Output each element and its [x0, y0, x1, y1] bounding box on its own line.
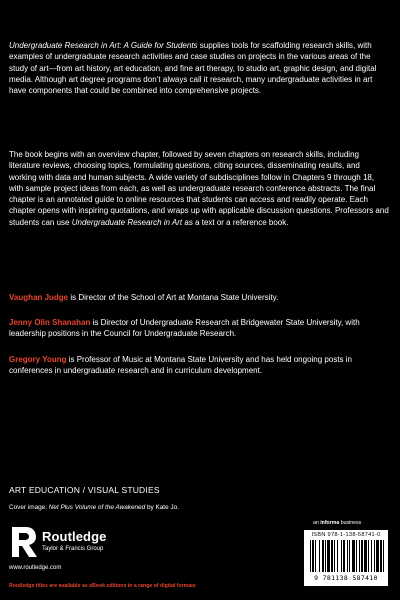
- book-title-italic-inline: Undergraduate Research in Art: [71, 217, 183, 227]
- cover-credit-suffix: by Kate Jo.: [145, 504, 179, 511]
- barcode-number: 9 781138 587410: [314, 574, 378, 582]
- author-bio-2: [9, 317, 389, 340]
- cover-artwork-title: Net Plus Volume of the Awakened: [48, 504, 146, 511]
- description-paragraph-2: [9, 149, 389, 228]
- author-name: Jenny Olin Shanahan: [9, 318, 91, 327]
- informa-suffix: business: [339, 520, 362, 526]
- footer-note: Routledge titles are available as eBook editions in a range of digital formats: [9, 583, 196, 589]
- isbn-barcode: [304, 530, 388, 586]
- author-name: Vaughan Judge: [9, 293, 69, 302]
- publisher-url[interactable]: www.routledge.com: [9, 565, 62, 571]
- routledge-logo-icon: [9, 525, 39, 559]
- paragraph-1-text: supplies tools for scaffolding research skills, with examples of undergraduate research activities and case studies on projects in the various areas of the study of art—from art history, art education, and fine art therapy, to studio art, graphic design, and digital media. Although art degree programs don’t always call it research, many undergraduate activities in art have components that could be combined into comprehensive projects.: [9, 41, 377, 96]
- isbn-label: ISBN 978-1-138-58741-0: [311, 532, 381, 538]
- paragraph-2-text: The book begins with an overview chapter, followed by seven chapters on research skills, including literature reviews, choosing topics, formulating questions, citing sources, disseminating results, and working with data and human subjects. A wide variety of subdisciplines follow in Chapters 9 through 18, with sample project ideas from each, as well as undergraduate research conference abstracts. The final chapter is an annotated guide to online resources that students can access and readily operate. Each chapter opens with inspiring quotations, and wraps up with applicable discussion questions. Professors and students can use: [9, 150, 389, 227]
- informa-business-tag: [313, 520, 361, 526]
- author-bio-text: is Professor of Music at Montana State University and has held ongoing posts in conferences in undergraduate research and in curriculum development.: [9, 355, 352, 376]
- paragraph-2-end: as a text or a reference book.: [182, 217, 289, 227]
- author-name: Gregory Young: [9, 355, 67, 364]
- author-bio-3: [9, 354, 389, 377]
- cover-image-credit: [9, 504, 179, 511]
- cover-credit-prefix: Cover image:: [9, 504, 49, 511]
- subject-category: ART EDUCATION / VISUAL STUDIES: [9, 485, 160, 495]
- description-paragraph-1: [9, 40, 389, 96]
- informa-prefix: an: [313, 520, 321, 526]
- author-bio-text: is Director of Undergraduate Research at Bridgewater State University, with leadership positions in the Council for Undergraduate Research.: [9, 318, 360, 339]
- publisher-name: Routledge: [42, 529, 107, 544]
- author-bio-1: [9, 292, 389, 303]
- author-bio-text: is Director of the School of Art at Montana State University.: [68, 293, 279, 302]
- informa-brand: informa: [320, 520, 340, 526]
- publisher-subtitle: Taylor & Francis Group: [42, 546, 104, 552]
- book-title-italic: Undergraduate Research in Art: A Guide for Students: [9, 41, 198, 50]
- barcode-icon: [310, 540, 384, 572]
